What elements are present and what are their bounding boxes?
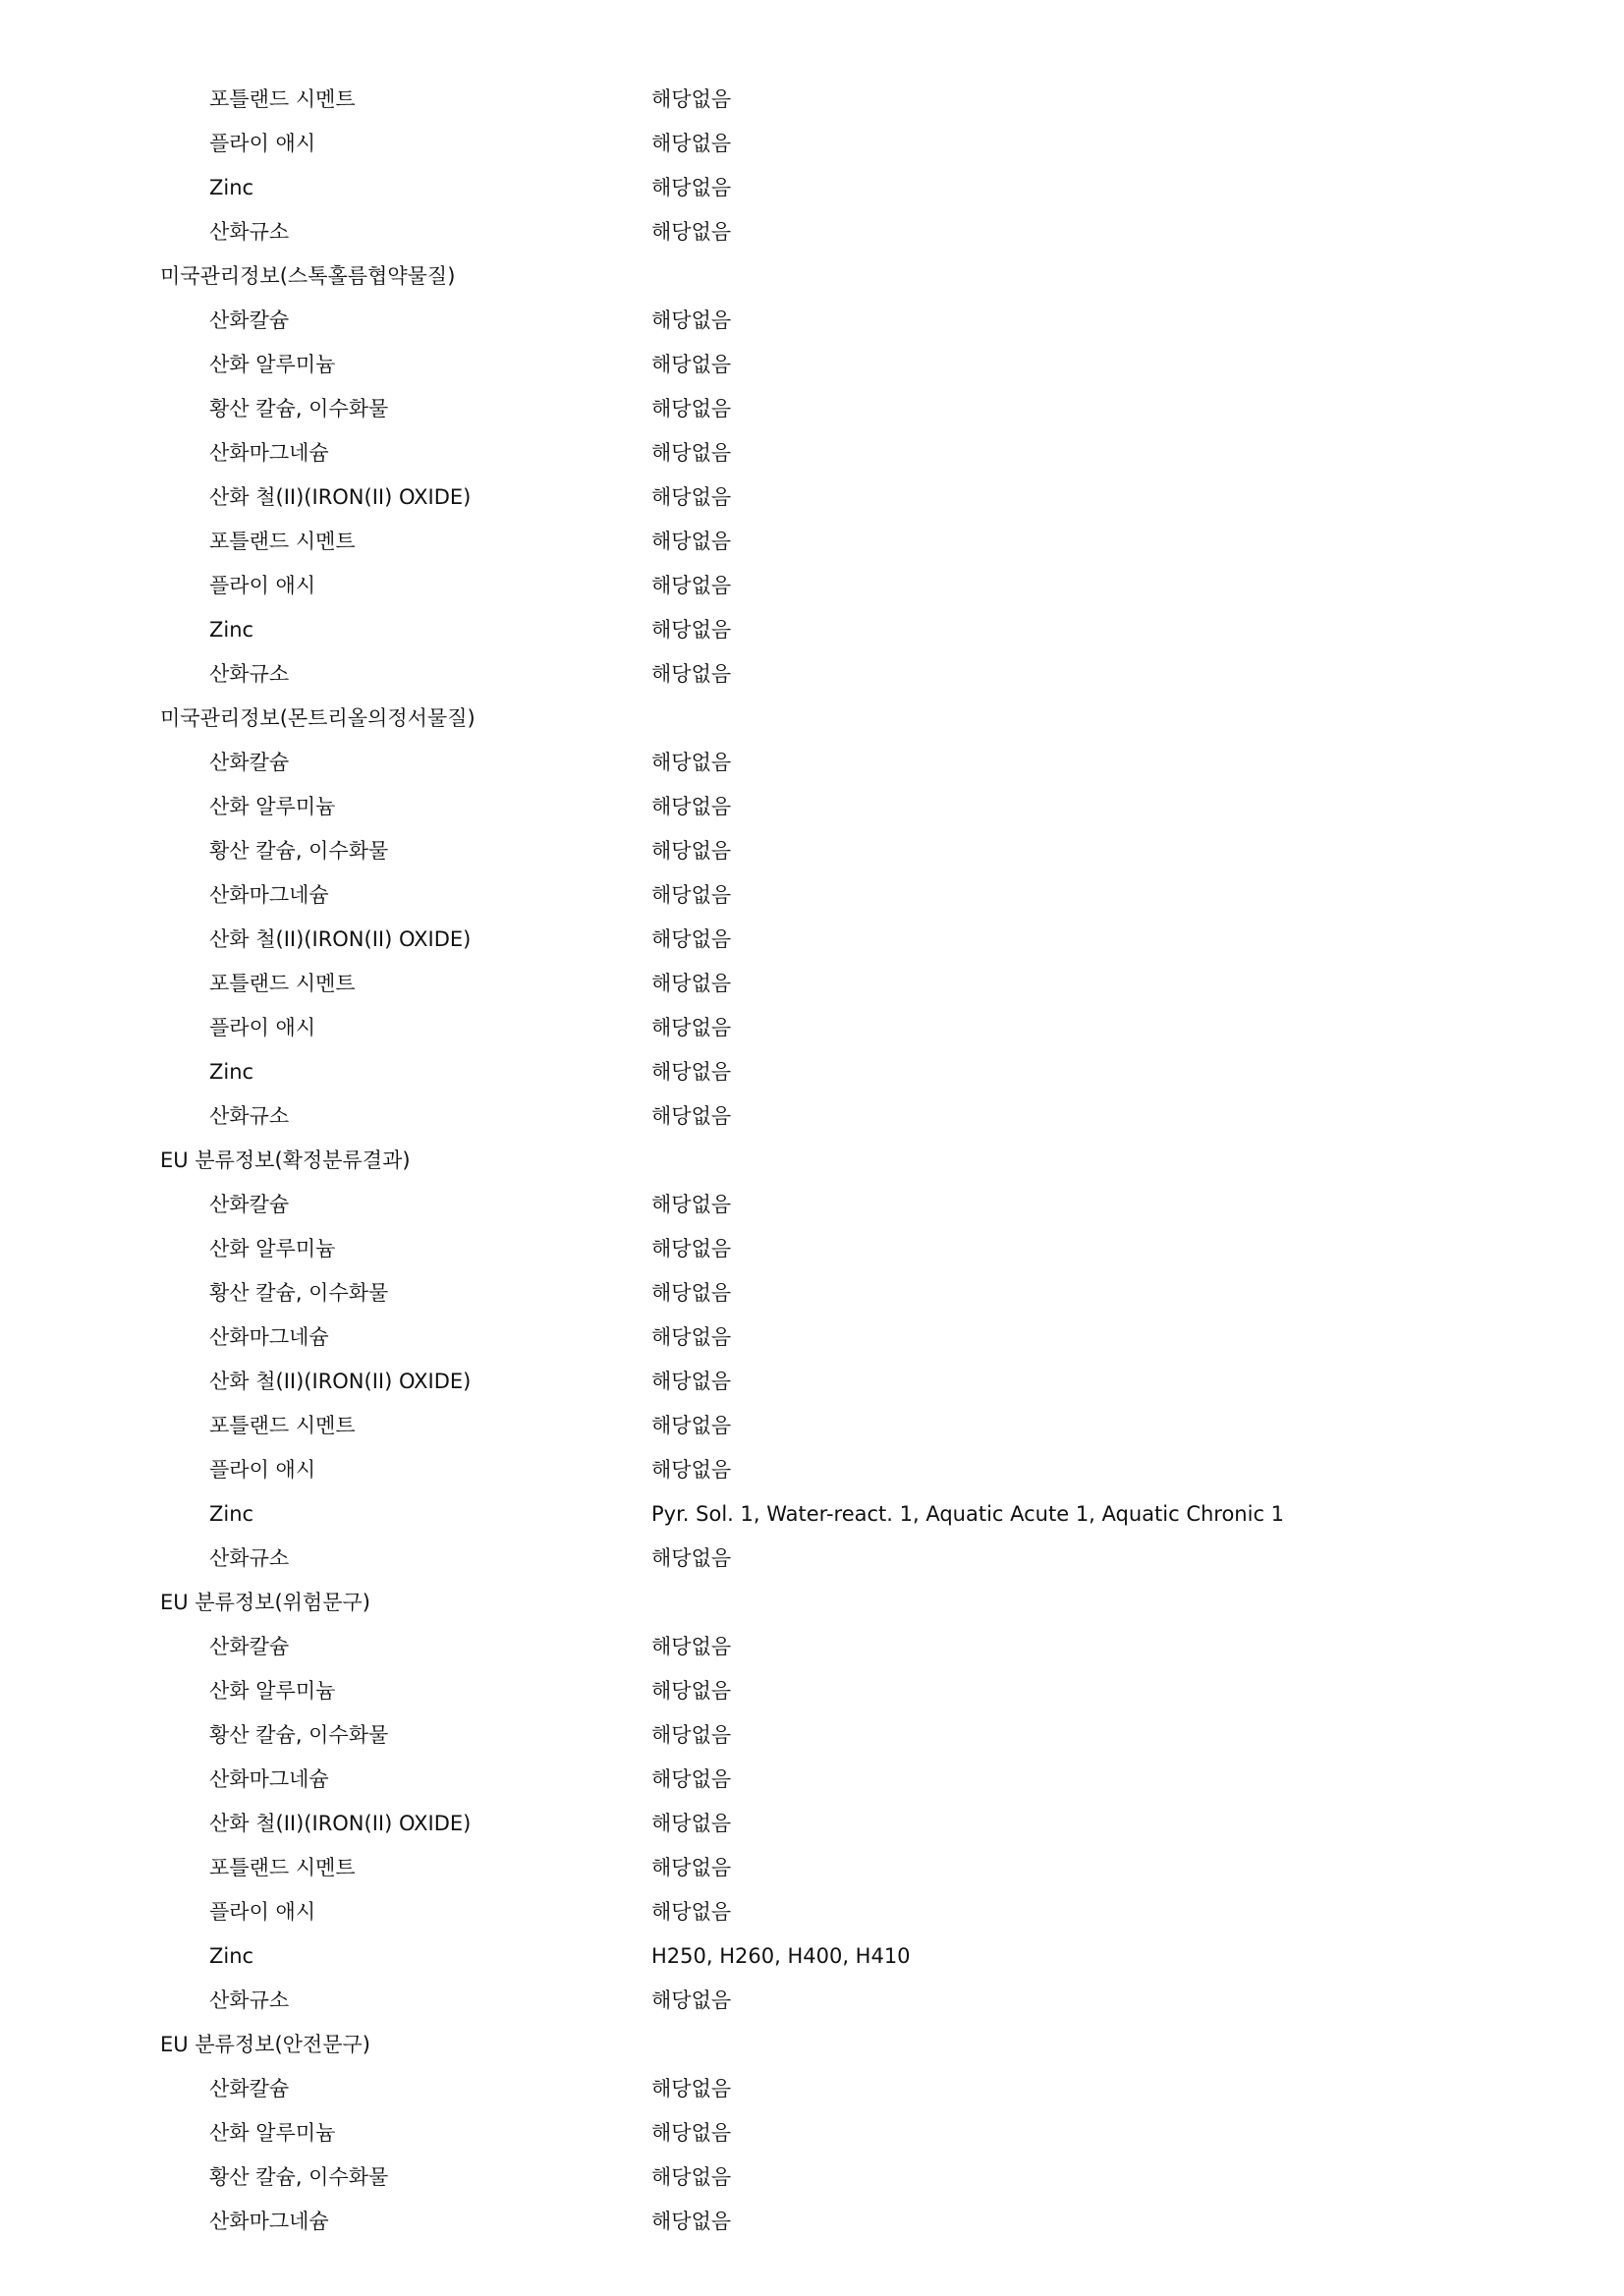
substance-row (0, 788, 1624, 832)
substance-value: 해당없음 (651, 132, 732, 155)
substance-value: 해당없음 (651, 1370, 732, 1393)
substance-row (0, 1363, 1624, 1407)
substance-name: 산화칼슘 (209, 308, 290, 332)
substance-value: 해당없음 (651, 2165, 732, 2189)
substance-row (0, 81, 1624, 125)
substance-name: 산화 알루미늄 (209, 353, 336, 376)
substance-row (0, 832, 1624, 876)
substance-row (0, 1849, 1624, 1893)
substance-row (0, 1540, 1624, 1584)
substance-row (0, 611, 1624, 655)
regulatory-info-list (0, 81, 1624, 2247)
substance-name: 산화칼슘 (209, 2077, 290, 2100)
substance-name: 산화규소 (209, 1988, 290, 2012)
substance-value: 해당없음 (651, 530, 732, 553)
substance-row (0, 434, 1624, 478)
substance-value: 해당없음 (651, 176, 732, 199)
substance-value: 해당없음 (651, 883, 732, 907)
substance-row (0, 523, 1624, 567)
substance-name: 산화칼슘 (209, 751, 290, 774)
substance-value: 해당없음 (651, 574, 732, 597)
substance-row (0, 346, 1624, 390)
substance-value: 해당없음 (651, 1237, 732, 1260)
substance-name: 플라이 애시 (209, 1900, 316, 1924)
substance-name: 포틀랜드 시멘트 (209, 87, 356, 111)
substance-value: 해당없음 (651, 839, 732, 863)
substance-name: 산화 알루미늄 (209, 1237, 336, 1260)
substance-value: 해당없음 (651, 1193, 732, 1216)
substance-name: 산화마그네슘 (209, 1767, 329, 1791)
substance-row (0, 1628, 1624, 1672)
substance-row (0, 1761, 1624, 1805)
substance-name: 산화규소 (209, 1104, 290, 1128)
section-heading-row (0, 257, 1624, 302)
substance-row (0, 1716, 1624, 1761)
substance-name: Zinc (209, 618, 254, 642)
substance-name: 황산 칼슘, 이수화물 (209, 1281, 389, 1305)
substance-name: 포틀랜드 시멘트 (209, 972, 356, 995)
substance-name: 플라이 애시 (209, 574, 316, 597)
substance-row (0, 1451, 1624, 1495)
substance-name: 산화칼슘 (209, 1635, 290, 1658)
substance-value: Pyr. Sol. 1, Water-react. 1, Aquatic Acute 1, Aquatic Chronic 1 (651, 1502, 1285, 1526)
substance-row (0, 1893, 1624, 1937)
substance-name: 플라이 애시 (209, 1458, 316, 1482)
substance-value: 해당없음 (651, 397, 732, 420)
section-heading-row (0, 2026, 1624, 2070)
substance-name: 산화 철(II)(IRON(II) OXIDE) (209, 1812, 472, 1835)
substance-name: 포틀랜드 시멘트 (209, 1856, 356, 1879)
substance-row (0, 169, 1624, 213)
substance-name: 플라이 애시 (209, 1016, 316, 1039)
substance-value: 해당없음 (651, 662, 732, 686)
section-heading-row (0, 1142, 1624, 1186)
substance-value: 해당없음 (651, 1988, 732, 2012)
substance-row (0, 965, 1624, 1009)
substance-name: 산화마그네슘 (209, 2210, 329, 2233)
substance-value: H250, H260, H400, H410 (651, 1944, 911, 1968)
substance-value: 해당없음 (651, 1016, 732, 1039)
substance-row (0, 1230, 1624, 1274)
substance-row (0, 1097, 1624, 1142)
substance-row (0, 1805, 1624, 1849)
substance-name: 산화 알루미늄 (209, 795, 336, 818)
substance-value: 해당없음 (651, 751, 732, 774)
substance-row (0, 1672, 1624, 1716)
substance-value: 해당없음 (651, 353, 732, 376)
substance-name: 포틀랜드 시멘트 (209, 1414, 356, 1437)
substance-value: 해당없음 (651, 87, 732, 111)
substance-name: 플라이 애시 (209, 132, 316, 155)
substance-row (0, 2203, 1624, 2247)
substance-value: 해당없음 (651, 927, 732, 951)
substance-name: 황산 칼슘, 이수화물 (209, 1723, 389, 1747)
substance-name: Zinc (209, 1502, 254, 1526)
substance-row (0, 2158, 1624, 2203)
substance-value: 해당없음 (651, 485, 732, 509)
section-heading-row (0, 1584, 1624, 1628)
substance-name: 산화칼슘 (209, 1193, 290, 1216)
substance-name: 황산 칼슘, 이수화물 (209, 839, 389, 863)
substance-row (0, 213, 1624, 257)
section-heading: EU 분류정보(위험문구) (160, 1591, 370, 1614)
substance-name: 산화규소 (209, 1546, 290, 1570)
substance-name: Zinc (209, 176, 254, 199)
substance-name: 황산 칼슘, 이수화물 (209, 2165, 389, 2189)
substance-value: 해당없음 (651, 1281, 732, 1305)
substance-row (0, 655, 1624, 700)
substance-row (0, 1318, 1624, 1363)
substance-row (0, 1009, 1624, 1053)
substance-value: 해당없음 (651, 1767, 732, 1791)
substance-row (0, 1495, 1624, 1540)
substance-value: 해당없음 (651, 2121, 732, 2145)
substance-value: 해당없음 (651, 1723, 732, 1747)
substance-name: 산화규소 (209, 662, 290, 686)
substance-value: 해당없음 (651, 795, 732, 818)
substance-value: 해당없음 (651, 1546, 732, 1570)
substance-row (0, 1407, 1624, 1451)
substance-name: 산화 철(II)(IRON(II) OXIDE) (209, 1370, 472, 1393)
substance-name: 산화 철(II)(IRON(II) OXIDE) (209, 927, 472, 951)
substance-row (0, 390, 1624, 434)
substance-value: 해당없음 (651, 1679, 732, 1703)
substance-value: 해당없음 (651, 441, 732, 465)
substance-name: 산화마그네슘 (209, 883, 329, 907)
substance-value: 해당없음 (651, 1060, 732, 1084)
substance-row (0, 478, 1624, 523)
substance-row (0, 1274, 1624, 1318)
substance-value: 해당없음 (651, 2077, 732, 2100)
substance-name: 포틀랜드 시멘트 (209, 530, 356, 553)
substance-value: 해당없음 (651, 1856, 732, 1879)
substance-value: 해당없음 (651, 1414, 732, 1437)
substance-value: 해당없음 (651, 1458, 732, 1482)
substance-name: 황산 칼슘, 이수화물 (209, 397, 389, 420)
substance-row (0, 744, 1624, 788)
substance-name: 산화마그네슘 (209, 1325, 329, 1349)
substance-row (0, 1053, 1624, 1097)
substance-row (0, 567, 1624, 611)
section-heading: 미국관리정보(몬트리올의정서물질) (160, 706, 476, 730)
substance-value: 해당없음 (651, 308, 732, 332)
substance-row (0, 2114, 1624, 2158)
substance-row (0, 1937, 1624, 1982)
substance-value: 해당없음 (651, 618, 732, 642)
section-heading: EU 분류정보(안전문구) (160, 2033, 370, 2056)
substance-value: 해당없음 (651, 1635, 732, 1658)
substance-name: 산화 알루미늄 (209, 1679, 336, 1703)
substance-row (0, 1186, 1624, 1230)
substance-row (0, 921, 1624, 965)
section-heading-row (0, 700, 1624, 744)
section-heading: 미국관리정보(스톡홀름협약물질) (160, 264, 456, 288)
substance-row (0, 1982, 1624, 2026)
section-heading: EU 분류정보(확정분류결과) (160, 1148, 411, 1172)
substance-value: 해당없음 (651, 1900, 732, 1924)
substance-value: 해당없음 (651, 1104, 732, 1128)
substance-value: 해당없음 (651, 972, 732, 995)
substance-name: 산화 철(II)(IRON(II) OXIDE) (209, 485, 472, 509)
substance-name: 산화규소 (209, 220, 290, 244)
substance-name: Zinc (209, 1060, 254, 1084)
substance-name: 산화 알루미늄 (209, 2121, 336, 2145)
substance-row (0, 302, 1624, 346)
substance-value: 해당없음 (651, 2210, 732, 2233)
substance-row (0, 876, 1624, 921)
substance-value: 해당없음 (651, 220, 732, 244)
substance-value: 해당없음 (651, 1812, 732, 1835)
substance-name: Zinc (209, 1944, 254, 1968)
substance-value: 해당없음 (651, 1325, 732, 1349)
substance-row (0, 2070, 1624, 2114)
substance-row (0, 125, 1624, 169)
substance-name: 산화마그네슘 (209, 441, 329, 465)
